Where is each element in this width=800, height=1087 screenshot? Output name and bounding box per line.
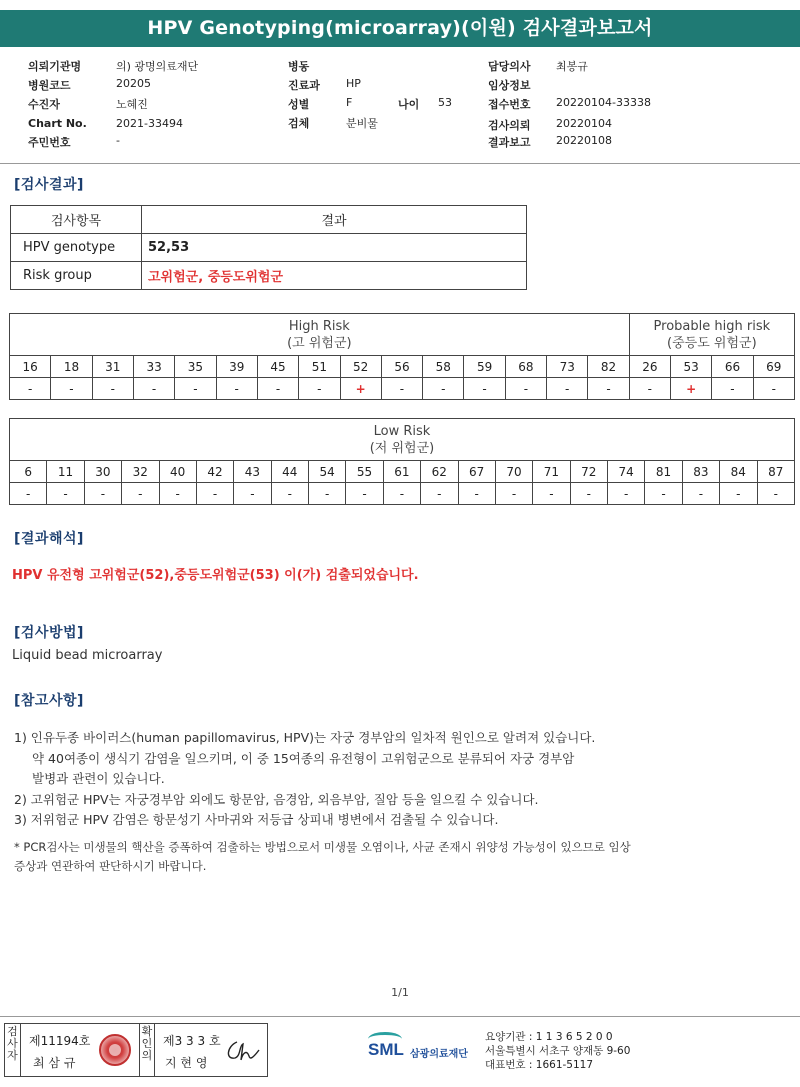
genotype-cell: 84 — [720, 461, 757, 483]
low-risk-table — [9, 418, 795, 505]
report-title: HPV Genotyping(microarray)(이원) 검사결과보고서 — [0, 10, 800, 47]
header-result: 결과 — [142, 206, 527, 234]
reference-item: 2) 고위험군 HPV는 자궁경부암 외에도 항문암, 음경암, 외음부암, 질암 등을 일으킬 수 있습니다. — [14, 791, 539, 807]
genotype-cell: 42 — [196, 461, 233, 483]
genotype-result-cell: - — [51, 378, 92, 400]
section-title-method: [검사방법] — [14, 625, 84, 641]
genotype-result-cell: - — [645, 483, 682, 505]
genotype-cell: 69 — [753, 356, 794, 378]
info-value: F — [346, 96, 353, 109]
result-value: 52,53 — [142, 234, 527, 262]
table-row — [11, 234, 527, 262]
confirm-label: 확인의 — [139, 1024, 155, 1076]
reference-item: 약 40여종이 생식기 감염을 일으키며, 이 중 15여종의 유전형이 고위험군으로 분류되어 자궁 경부암 — [32, 750, 575, 766]
reference-item: 1) 인유두종 바이러스(human papillomavirus, HPV)는 자궁 경부암의 일차적 원인으로 알려져 있습니다. — [14, 730, 596, 745]
info-label: 병동 — [288, 60, 310, 73]
genotype-result-cell: - — [346, 483, 383, 505]
genotype-result-cell: - — [757, 483, 795, 505]
probable-title: Probable high risk — [653, 318, 771, 334]
inspector-label: 검사자 — [5, 1024, 21, 1076]
info-label: 진료과 — [288, 79, 320, 92]
genotype-result-cell: - — [196, 483, 233, 505]
probable-subtitle: (중등도 위험군) — [667, 335, 757, 351]
reference-item: 발병과 관련이 있습니다. — [32, 771, 165, 786]
info-label: 검사의뢰 — [488, 119, 531, 132]
seal-stamp-icon — [99, 1034, 131, 1066]
genotype-result-cell: + — [671, 378, 712, 400]
genotype-cell: 59 — [464, 356, 505, 378]
info-value: - — [116, 134, 120, 147]
genotype-cell: 74 — [608, 461, 645, 483]
genotype-result-cell: - — [122, 483, 159, 505]
genotype-cell: 87 — [757, 461, 795, 483]
genotype-cell: 83 — [682, 461, 719, 483]
reference-item: 3) 저위험군 HPV 감염은 항문성기 사마귀와 저등급 상피내 병변에서 검출될 수 있습니다. — [14, 812, 499, 827]
genotype-result-cell: - — [464, 378, 505, 400]
genotype-result-cell: - — [588, 378, 629, 400]
genotype-result-cell: + — [340, 378, 381, 400]
info-label: 성별 — [288, 98, 310, 111]
section-title-result: [검사결과] — [14, 177, 84, 193]
info-label: 주민번호 — [28, 136, 71, 149]
reference-list — [14, 728, 794, 831]
genotype-result-cell: - — [495, 483, 532, 505]
genotype-cell: 26 — [629, 356, 670, 378]
result-value: 고위험군, 중등도위험군 — [142, 262, 527, 290]
info-label: 결과보고 — [488, 136, 531, 149]
probable-header — [629, 314, 794, 356]
genotype-cell: 67 — [458, 461, 495, 483]
genotype-result-cell: - — [629, 378, 670, 400]
info-value: 20205 — [116, 77, 151, 90]
genotype-cell: 56 — [381, 356, 422, 378]
genotype-cell: 18 — [51, 356, 92, 378]
genotype-result-row — [10, 378, 795, 400]
info-label: 접수번호 — [488, 98, 531, 111]
org-info — [485, 1030, 630, 1072]
genotype-cell: 44 — [271, 461, 308, 483]
genotype-result-cell: - — [458, 483, 495, 505]
info-value: 분비물 — [346, 117, 378, 130]
info-value: 노혜진 — [116, 98, 148, 111]
info-value: 최봉규 — [556, 60, 588, 73]
sml-logo — [366, 1030, 486, 1070]
genotype-cell: 32 — [122, 461, 159, 483]
info-divider — [0, 163, 800, 164]
genotype-cell: 45 — [257, 356, 298, 378]
genotype-cell: 39 — [216, 356, 257, 378]
genotype-result-cell: - — [547, 378, 588, 400]
info-value: 20220108 — [556, 134, 612, 147]
genotype-cell: 73 — [547, 356, 588, 378]
confirm-number: 제3 3 3 호 — [163, 1034, 221, 1048]
genotype-cell: 16 — [10, 356, 51, 378]
note-line: * PCR검사는 미생물의 핵산을 증폭하여 검출하는 방법으로서 미생물 오염이나, 사균 존재시 위양성 가능성이 있으므로 임상 — [14, 840, 631, 854]
genotype-result-cell: - — [720, 483, 757, 505]
genotype-result-row — [10, 483, 795, 505]
genotype-cell: 55 — [346, 461, 383, 483]
genotype-row — [10, 356, 795, 378]
signature-icon — [223, 1036, 263, 1066]
genotype-cell: 71 — [533, 461, 570, 483]
genotype-cell: 11 — [47, 461, 84, 483]
info-value: 2021-33494 — [116, 117, 183, 130]
info-label: 병원코드 — [28, 79, 71, 92]
info-label: 담당의사 — [488, 60, 531, 73]
genotype-cell: 43 — [234, 461, 271, 483]
genotype-cell: 66 — [712, 356, 753, 378]
section-title-interpretation: [결과해석] — [14, 531, 84, 547]
header-item: 검사항목 — [11, 206, 142, 234]
low-risk-header — [10, 419, 795, 461]
info-label: 임상정보 — [488, 79, 531, 92]
genotype-cell: 62 — [421, 461, 458, 483]
info-label: Chart No. — [28, 117, 87, 130]
genotype-result-cell: - — [423, 378, 464, 400]
interpretation-text: HPV 유전형 고위험군(52),중등도위험군(53) 이(가) 검출되었습니다. — [12, 568, 419, 583]
genotype-result-cell: - — [570, 483, 607, 505]
genotype-result-cell: - — [753, 378, 794, 400]
genotype-result-cell: - — [257, 378, 298, 400]
low-risk-subtitle: (저 위험군) — [369, 440, 435, 456]
high-risk-header — [10, 314, 630, 356]
method-text: Liquid bead microarray — [12, 648, 163, 663]
table-row — [11, 262, 527, 290]
logo-org-name: 삼광의료재단 — [410, 1049, 468, 1060]
genotype-result-cell: - — [381, 378, 422, 400]
note-line: 증상과 연관하여 판단하시기 바랍니다. — [14, 859, 207, 873]
genotype-cell: 68 — [505, 356, 546, 378]
genotype-cell: 82 — [588, 356, 629, 378]
info-value: HP — [346, 77, 361, 90]
genotype-result-cell: - — [533, 483, 570, 505]
high-risk-subtitle: (고 위험군) — [287, 335, 352, 351]
inspector-name: 최 삼 규 — [33, 1056, 76, 1070]
genotype-cell: 53 — [671, 356, 712, 378]
result-item: Risk group — [11, 262, 142, 290]
info-value: 의) 광명의료재단 — [116, 60, 199, 73]
section-title-reference: [참고사항] — [14, 693, 84, 709]
genotype-result-cell: - — [299, 378, 340, 400]
signature-box — [4, 1023, 268, 1077]
inspector-number: 제11194호 — [29, 1034, 91, 1048]
genotype-row — [10, 461, 795, 483]
genotype-cell: 31 — [92, 356, 133, 378]
genotype-cell: 70 — [495, 461, 532, 483]
age-label: 나이 — [398, 98, 420, 111]
high-risk-title: High Risk — [288, 318, 350, 334]
result-table — [10, 205, 527, 290]
info-label: 의뢰기관명 — [28, 60, 82, 73]
org-address: 서울특별시 서초구 양재동 9-60 — [485, 1045, 631, 1057]
genotype-cell: 58 — [423, 356, 464, 378]
genotype-result-cell: - — [309, 483, 346, 505]
genotype-cell: 35 — [175, 356, 216, 378]
genotype-result-cell: - — [92, 378, 133, 400]
genotype-result-cell: - — [84, 483, 121, 505]
result-item: HPV genotype — [11, 234, 142, 262]
logo-text: SML — [368, 1040, 404, 1059]
genotype-result-cell: - — [47, 483, 84, 505]
genotype-result-cell: - — [10, 483, 47, 505]
genotype-result-cell: - — [505, 378, 546, 400]
genotype-result-cell: - — [216, 378, 257, 400]
genotype-cell: 40 — [159, 461, 196, 483]
genotype-cell: 30 — [84, 461, 121, 483]
org-code: 요양기관 : 1 1 3 6 5 2 0 0 — [485, 1031, 613, 1043]
genotype-result-cell: - — [133, 378, 174, 400]
genotype-result-cell: - — [682, 483, 719, 505]
info-label: 수진자 — [28, 98, 60, 111]
age-value: 53 — [438, 96, 452, 109]
low-risk-title: Low Risk — [373, 423, 431, 439]
genotype-cell: 61 — [383, 461, 420, 483]
genotype-result-cell: - — [421, 483, 458, 505]
high-risk-table — [9, 313, 795, 400]
footer-divider — [0, 1016, 800, 1017]
genotype-result-cell: - — [234, 483, 271, 505]
genotype-result-cell: - — [608, 483, 645, 505]
genotype-cell: 51 — [299, 356, 340, 378]
genotype-result-cell: - — [271, 483, 308, 505]
genotype-cell: 6 — [10, 461, 47, 483]
genotype-cell: 72 — [570, 461, 607, 483]
genotype-result-cell: - — [383, 483, 420, 505]
confirm-name: 지 현 영 — [165, 1056, 208, 1070]
genotype-result-cell: - — [10, 378, 51, 400]
genotype-result-cell: - — [175, 378, 216, 400]
genotype-result-cell: - — [712, 378, 753, 400]
genotype-cell: 81 — [645, 461, 682, 483]
patient-info — [0, 52, 800, 162]
genotype-cell: 33 — [133, 356, 174, 378]
page-number: 1/1 — [391, 986, 409, 999]
info-value: 20220104-33338 — [556, 96, 651, 109]
genotype-cell: 52 — [340, 356, 381, 378]
info-value: 20220104 — [556, 117, 612, 130]
info-label: 검체 — [288, 117, 310, 130]
genotype-result-cell: - — [159, 483, 196, 505]
genotype-cell: 54 — [309, 461, 346, 483]
org-phone: 대표번호 : 1661-5117 — [485, 1059, 594, 1071]
pcr-note — [14, 838, 794, 876]
